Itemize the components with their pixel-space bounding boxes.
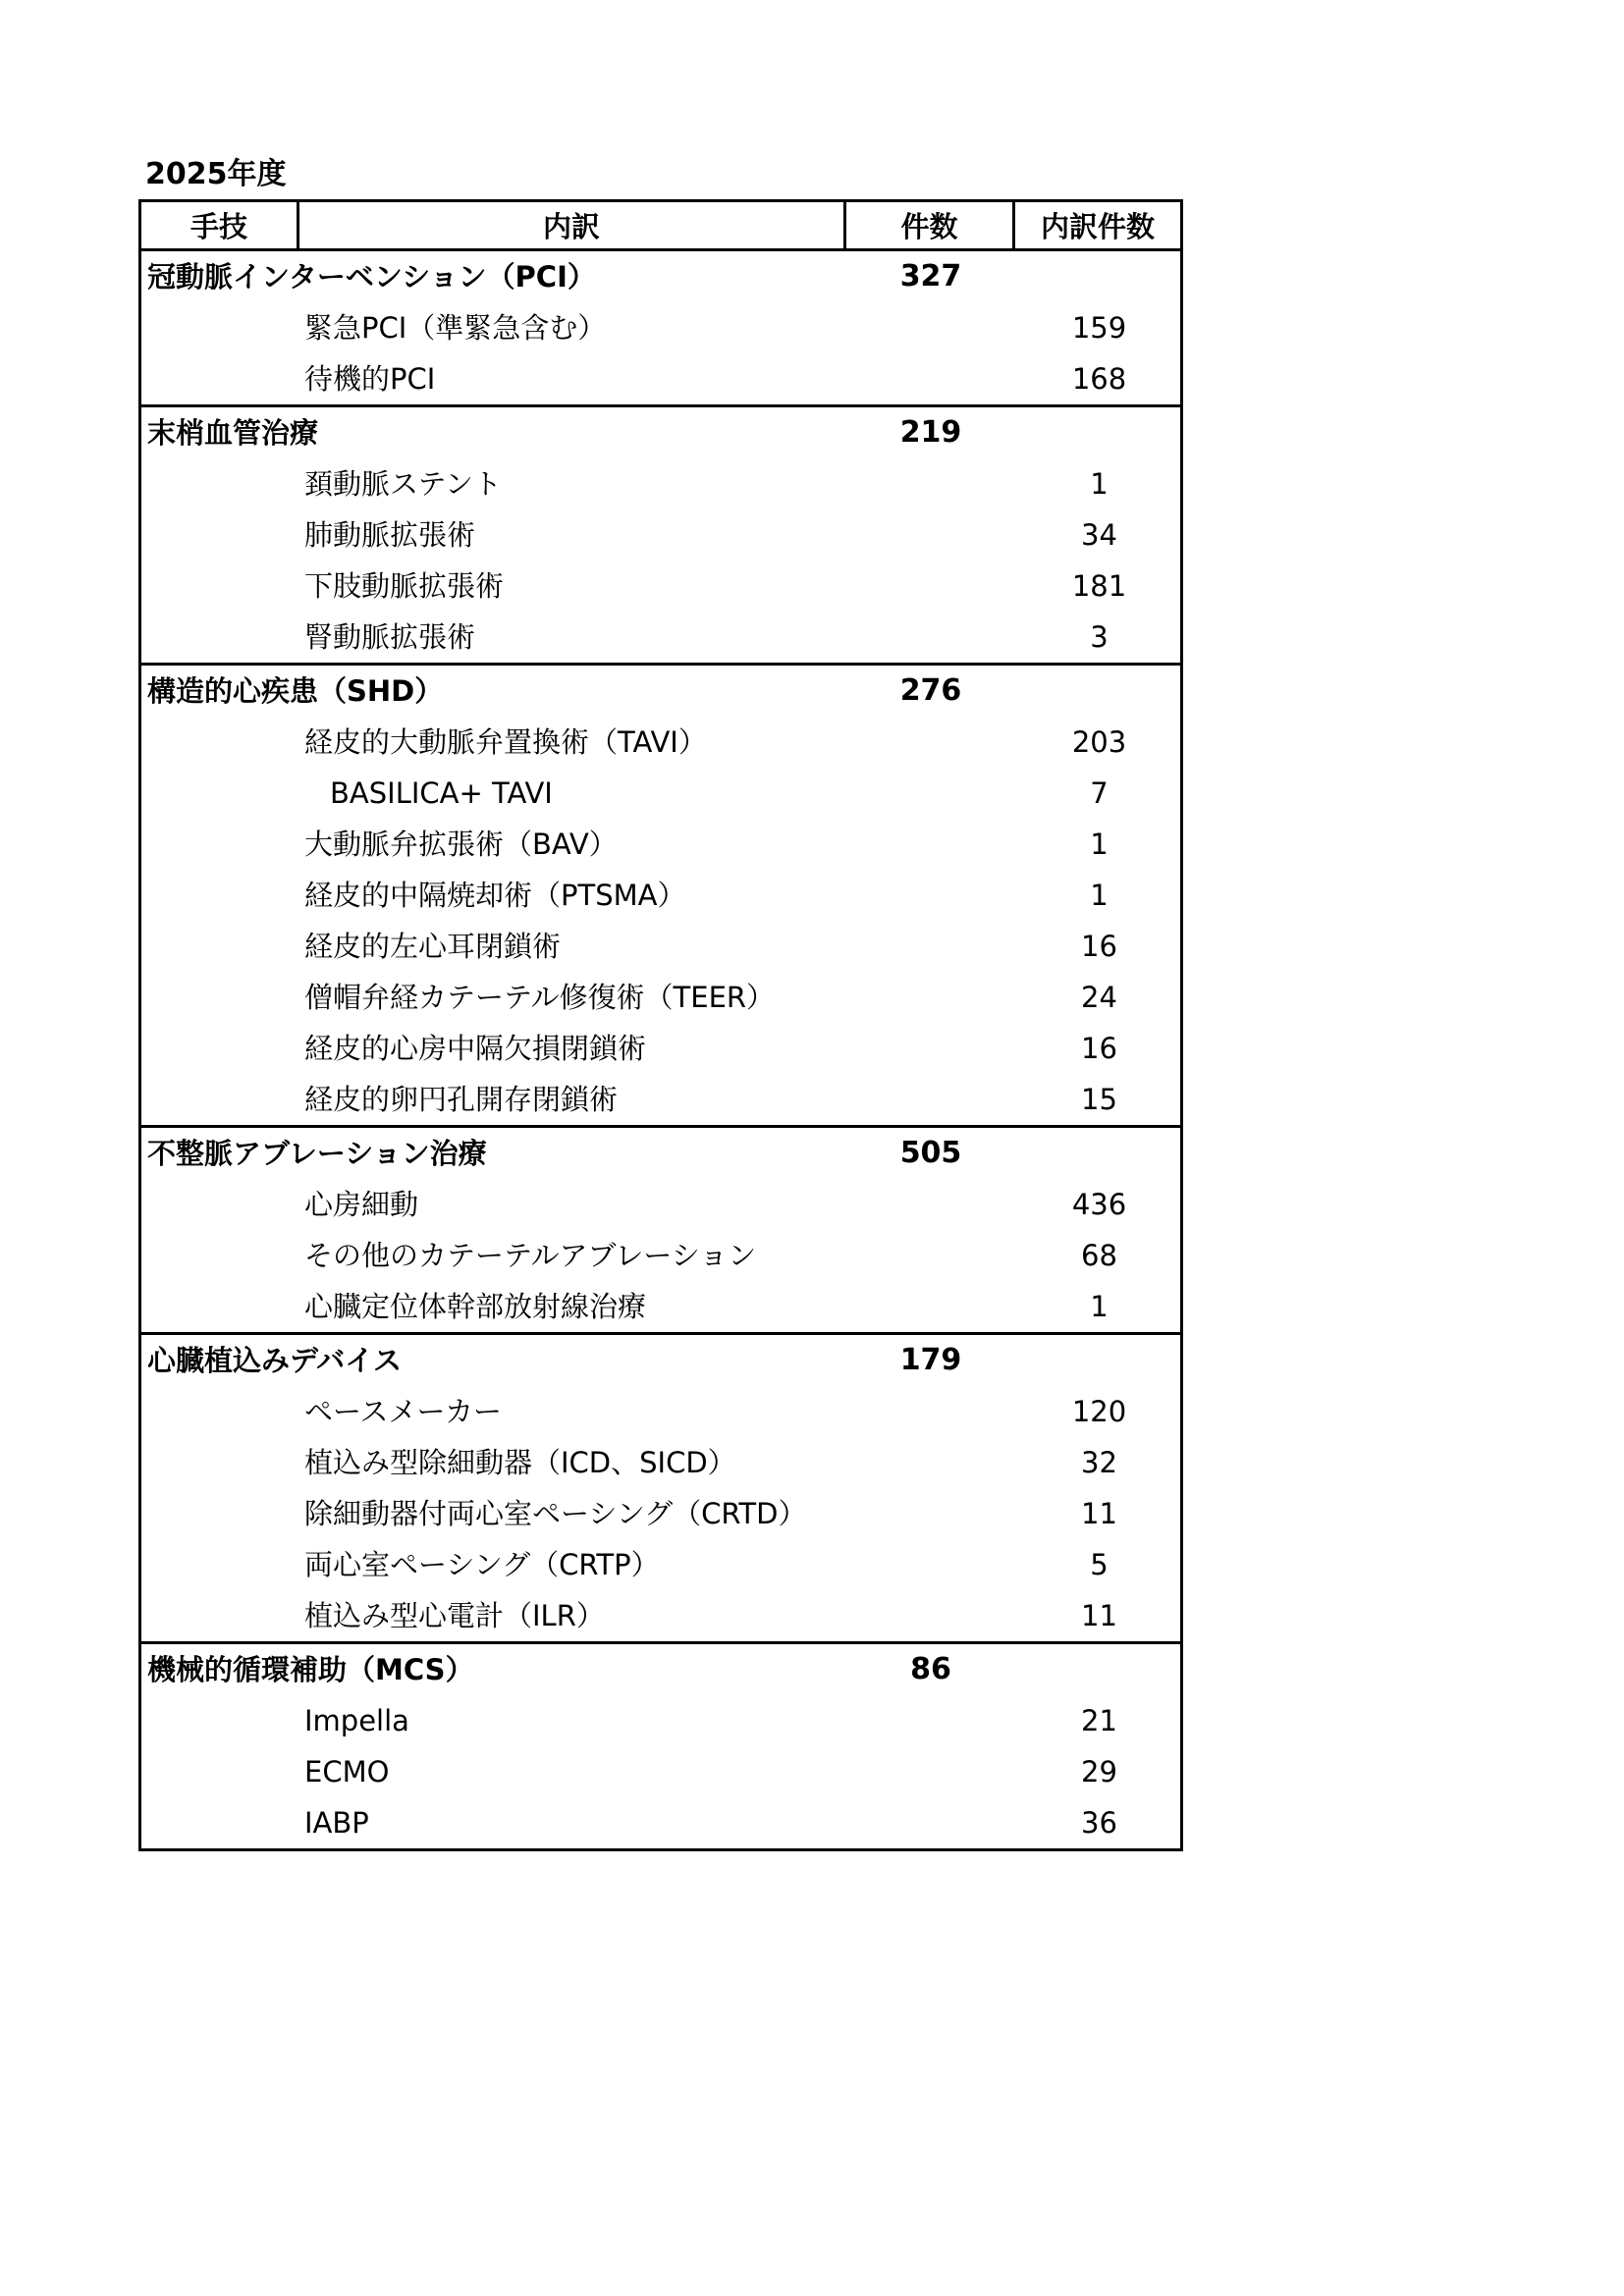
breakdown-row (141, 1386, 1180, 1437)
breakdown-label: IABP (304, 1806, 369, 1840)
header-procedure: 手技 (141, 202, 299, 248)
breakdown-count: 168 (1071, 362, 1127, 396)
breakdown-count: 203 (1071, 725, 1127, 759)
breakdown-count: 16 (1081, 930, 1117, 963)
breakdown-row (141, 1281, 1180, 1332)
breakdown-row (141, 353, 1180, 404)
category-count: 179 (899, 1343, 962, 1377)
breakdown-row (141, 819, 1180, 870)
breakdown-count: 11 (1081, 1497, 1117, 1530)
breakdown-row (141, 509, 1180, 561)
category-row (141, 407, 1180, 458)
breakdown-row (141, 1590, 1180, 1641)
breakdown-count: 32 (1081, 1446, 1117, 1479)
breakdown-row (141, 1695, 1180, 1746)
breakdown-row (141, 1179, 1180, 1230)
category-name: 心臓植込みデバイス (147, 1344, 402, 1377)
breakdown-row (141, 302, 1180, 353)
category-count: 327 (899, 259, 962, 294)
header-breakdown-count: 内訳件数 (1040, 210, 1155, 243)
table-body (141, 251, 1180, 1848)
category-row (141, 251, 1180, 302)
breakdown-count: 436 (1071, 1188, 1127, 1221)
category-row (141, 1335, 1180, 1386)
breakdown-label: BASILICA+ TAVI (330, 776, 553, 810)
breakdown-row (141, 1074, 1180, 1125)
breakdown-label: 経皮的中隔焼却術（PTSMA） (304, 879, 686, 912)
breakdown-row (141, 972, 1180, 1023)
breakdown-label: 植込み型心電計（ILR） (304, 1599, 605, 1632)
header-count: 件数 (846, 202, 1015, 248)
breakdown-count: 24 (1081, 981, 1117, 1014)
breakdown-label: 経皮的心房中隔欠損閉鎖術 (304, 1032, 647, 1065)
breakdown-label: 植込み型除細動器（ICD、SICD） (304, 1446, 736, 1479)
breakdown-label: ペースメーカー (304, 1395, 502, 1428)
category-group (141, 666, 1180, 1128)
category-count: 505 (899, 1136, 962, 1170)
category-name: 冠動脈インターベンション（PCI） (147, 260, 596, 294)
breakdown-label: 下肢動脈拡張術 (304, 569, 505, 603)
category-count: 86 (910, 1652, 951, 1686)
breakdown-count: 15 (1081, 1083, 1117, 1116)
breakdown-row (141, 458, 1180, 509)
category-row (141, 1644, 1180, 1695)
breakdown-count: 7 (1090, 776, 1109, 810)
breakdown-count: 181 (1071, 569, 1127, 603)
header-breakdown: 内訳 (299, 202, 846, 248)
breakdown-label: 経皮的大動脈弁置換術（TAVI） (304, 725, 707, 759)
category-row (141, 1128, 1180, 1179)
category-group (141, 1335, 1180, 1644)
breakdown-label: その他のカテーテルアブレーション (304, 1239, 757, 1272)
breakdown-count: 1 (1090, 879, 1109, 912)
document-title: 2025年度 (145, 157, 287, 191)
breakdown-label: 緊急PCI（準緊急含む） (304, 311, 607, 345)
breakdown-count: 16 (1081, 1032, 1117, 1065)
breakdown-count: 5 (1090, 1548, 1109, 1581)
breakdown-label: 心臓定位体幹部放射線治療 (304, 1290, 647, 1323)
category-name: 構造的心疾患（SHD） (147, 674, 444, 708)
breakdown-count: 159 (1071, 311, 1127, 345)
category-group (141, 1644, 1180, 1848)
category-group (141, 251, 1180, 407)
breakdown-label: 僧帽弁経カテーテル修復術（TEER） (304, 981, 776, 1014)
category-count: 219 (899, 415, 962, 450)
breakdown-label: 頚動脈ステント (304, 467, 502, 501)
breakdown-row (141, 1023, 1180, 1074)
breakdown-row (141, 1539, 1180, 1590)
breakdown-count: 1 (1090, 467, 1109, 501)
breakdown-row (141, 1230, 1180, 1281)
breakdown-label: 肺動脈拡張術 (304, 518, 476, 552)
breakdown-label: ECMO (304, 1755, 390, 1789)
breakdown-count: 21 (1081, 1704, 1117, 1737)
breakdown-label: 経皮的卵円孔開存閉鎖術 (304, 1083, 619, 1116)
breakdown-label: 待機的PCI (304, 362, 436, 396)
breakdown-row (141, 717, 1180, 768)
table-header-row (141, 202, 1180, 251)
breakdown-label: 経皮的左心耳閉鎖術 (304, 930, 562, 963)
breakdown-count: 1 (1090, 1290, 1109, 1323)
breakdown-row (141, 1437, 1180, 1488)
category-name: 不整脈アブレーション治療 (147, 1137, 487, 1170)
category-name: 末梢血管治療 (147, 416, 319, 450)
breakdown-count: 36 (1081, 1806, 1117, 1840)
category-count: 276 (899, 673, 962, 708)
breakdown-label: 腎動脈拡張術 (304, 620, 476, 654)
breakdown-row (141, 870, 1180, 921)
breakdown-label: 除細動器付両心室ペーシング（CRTD） (304, 1497, 807, 1530)
category-group (141, 407, 1180, 666)
breakdown-count: 3 (1090, 620, 1109, 654)
breakdown-label: 両心室ペーシング（CRTP） (304, 1548, 660, 1581)
breakdown-row (141, 768, 1180, 819)
category-group (141, 1128, 1180, 1335)
breakdown-count: 34 (1081, 518, 1117, 552)
breakdown-label: 心房細動 (304, 1188, 419, 1221)
category-name: 機械的循環補助（MCS） (147, 1653, 474, 1686)
breakdown-label: 大動脈弁拡張術（BAV） (304, 828, 618, 861)
category-row (141, 666, 1180, 717)
procedure-table (138, 199, 1183, 1851)
breakdown-row (141, 921, 1180, 972)
breakdown-label: Impella (304, 1704, 409, 1737)
breakdown-row (141, 612, 1180, 663)
breakdown-row (141, 561, 1180, 612)
breakdown-row (141, 1488, 1180, 1539)
breakdown-count: 11 (1081, 1599, 1117, 1632)
breakdown-row (141, 1797, 1180, 1848)
breakdown-count: 120 (1071, 1395, 1127, 1428)
breakdown-count: 1 (1090, 828, 1109, 861)
breakdown-count: 29 (1081, 1755, 1117, 1789)
breakdown-row (141, 1746, 1180, 1797)
breakdown-count: 68 (1081, 1239, 1117, 1272)
